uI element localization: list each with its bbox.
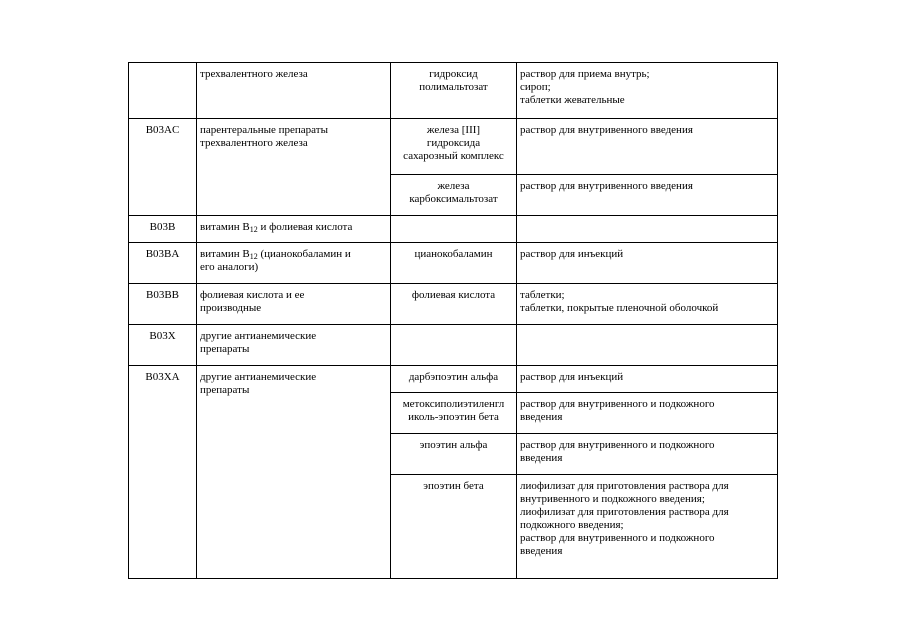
drug-name-cell: дарбэпоэтин альфа bbox=[391, 366, 517, 393]
drug-classification-table bbox=[128, 62, 778, 579]
table-row bbox=[129, 284, 778, 325]
group-name-cell: другие антианемические препараты bbox=[197, 366, 391, 579]
table-row bbox=[129, 119, 778, 175]
drug-name-cell: эпоэтин бета bbox=[391, 475, 517, 579]
atc-code-cell: B03B bbox=[129, 216, 197, 243]
drug-name-cell: гидроксид полимальтозат bbox=[391, 63, 517, 119]
dosage-form-cell: раствор для приема внутрь; сироп; таблетки жевательные bbox=[517, 63, 778, 119]
group-name-cell: фолиевая кислота и ее производные bbox=[197, 284, 391, 325]
dosage-form-cell: раствор для инъекций bbox=[517, 366, 778, 393]
drug-name-cell: железа [III] гидроксида сахарозный комплекс bbox=[391, 119, 517, 175]
drug-name-cell bbox=[391, 216, 517, 243]
dosage-form-cell: раствор для внутривенного и подкожного введения bbox=[517, 434, 778, 475]
dosage-form-cell: лиофилизат для приготовления раствора для внутривенного и подкожного введения; лиофилизат для приготовления раствора для подкожного введения; раствор для внутривенного и подкожного введения bbox=[517, 475, 778, 579]
atc-code-cell bbox=[129, 63, 197, 119]
drug-name-cell: цианокобаламин bbox=[391, 243, 517, 284]
drug-name-cell: эпоэтин альфа bbox=[391, 434, 517, 475]
atc-code-cell: B03BB bbox=[129, 284, 197, 325]
table-row bbox=[129, 243, 778, 284]
dosage-form-cell: раствор для инъекций bbox=[517, 243, 778, 284]
atc-code-cell: B03X bbox=[129, 325, 197, 366]
drug-name-cell: метоксиполиэтиленгл иколь-эпоэтин бета bbox=[391, 393, 517, 434]
table-row bbox=[129, 366, 778, 393]
dosage-form-cell bbox=[517, 216, 778, 243]
dosage-form-cell: раствор для внутривенного и подкожного введения bbox=[517, 393, 778, 434]
dosage-form-cell bbox=[517, 325, 778, 366]
group-name-cell: витамин $B_{12}$ и фолиевая кислота bbox=[197, 216, 391, 243]
table-row bbox=[129, 325, 778, 366]
group-name-cell: другие антианемические препараты bbox=[197, 325, 391, 366]
dosage-form-cell: раствор для внутривенного введения bbox=[517, 119, 778, 175]
atc-code-cell: B03XA bbox=[129, 366, 197, 579]
dosage-form-cell: таблетки; таблетки, покрытые пленочной оболочкой bbox=[517, 284, 778, 325]
group-name-cell: парентеральные препараты трехвалентного железа bbox=[197, 119, 391, 216]
group-name-cell: витамин $B_{12}$ (цианокобаламин и его аналоги) bbox=[197, 243, 391, 284]
group-name-cell: трехвалентного железа bbox=[197, 63, 391, 119]
drug-name-cell: железа карбоксимальтозат bbox=[391, 175, 517, 216]
atc-code-cell: B03BA bbox=[129, 243, 197, 284]
table-row bbox=[129, 63, 778, 119]
drug-name-cell bbox=[391, 325, 517, 366]
drug-name-cell: фолиевая кислота bbox=[391, 284, 517, 325]
dosage-form-cell: раствор для внутривенного введения bbox=[517, 175, 778, 216]
atc-code-cell: B03AC bbox=[129, 119, 197, 216]
table-row bbox=[129, 216, 778, 243]
